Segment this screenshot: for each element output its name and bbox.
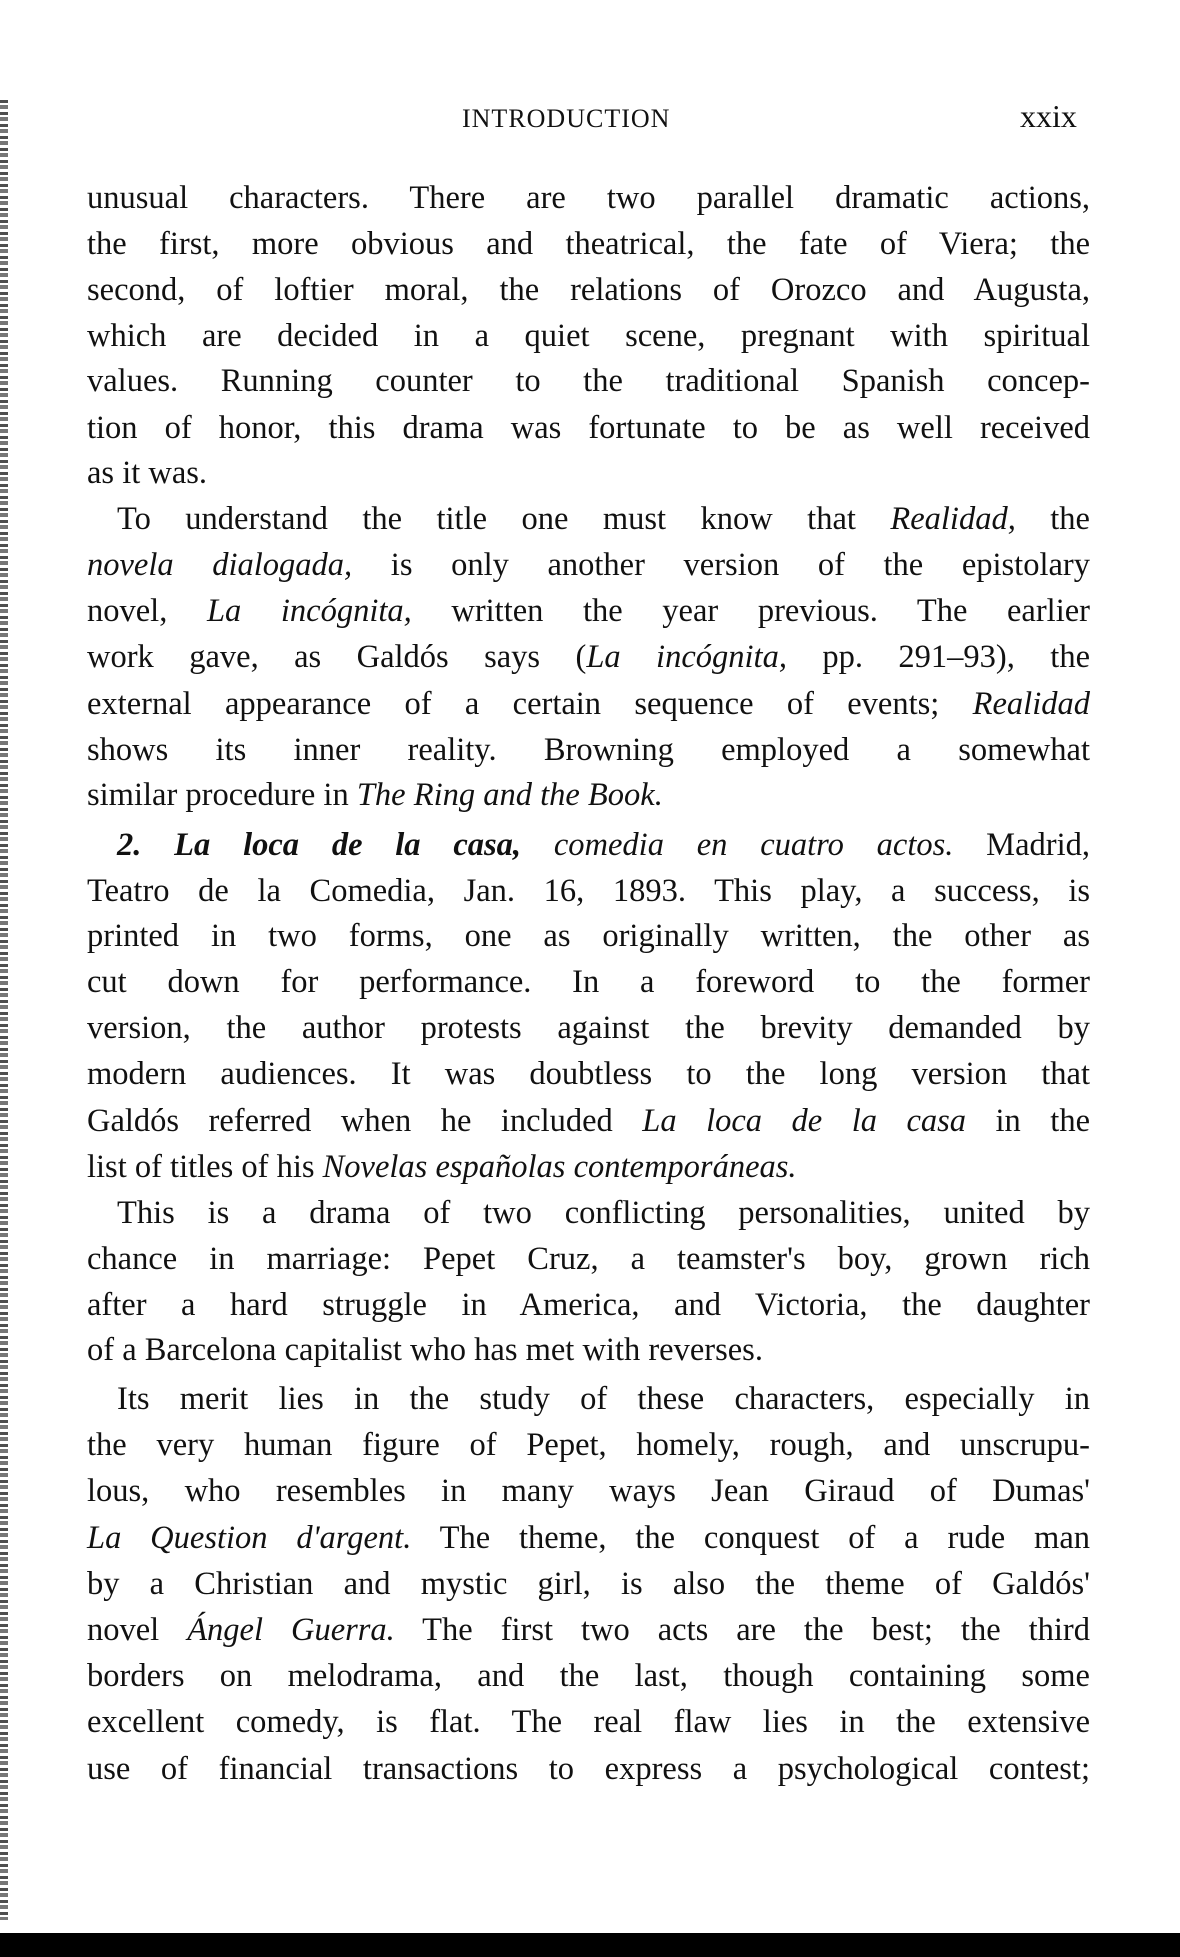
text-run: is only another version of the epistolary	[352, 547, 1090, 583]
text-run: shows its inner reality. Browning employed a somewhat	[87, 732, 1090, 768]
text-line	[87, 1425, 1090, 1465]
page-number: xxix	[1020, 98, 1077, 134]
text-run: Teatro de la Comedia, Jan. 16, 1893. This play, a success, is	[87, 873, 1090, 909]
text-run: chance in marriage: Pepet Cruz, a teamster's boy, grown rich	[87, 1241, 1090, 1277]
running-head: INTRODUCTION	[462, 104, 671, 133]
text-line	[117, 1379, 1090, 1419]
text-run: by a Christian and mystic girl, is also the theme of Galdós'	[87, 1566, 1090, 1602]
text-line	[87, 316, 1090, 356]
text-run: use of financial transactions to express a psychological contest;	[87, 1751, 1090, 1787]
text-line	[87, 637, 1090, 677]
emphasized-text: The Ring and the Book.	[356, 777, 663, 813]
text-run: which are decided in a quiet scene, pregnant with spiritual	[87, 318, 1090, 354]
text-run: Its merit lies in the study of these characters, especially in	[117, 1381, 1090, 1417]
text-run: written the year previous. The earlier	[411, 593, 1090, 629]
text-line	[87, 224, 1090, 264]
text-run: similar procedure in	[87, 777, 357, 813]
emphasized-text: Realidad,	[890, 501, 1016, 537]
text-run: Madrid,	[953, 827, 1090, 863]
text-line	[87, 1008, 1090, 1048]
text-line	[87, 178, 1090, 218]
text-line	[87, 1471, 1090, 1511]
text-run: cut down for performance. In a foreword to the former	[87, 964, 1090, 1000]
text-run: unusual characters. There are two parallel dramatic actions,	[87, 180, 1090, 216]
text-line	[87, 1749, 1090, 1789]
emphasized-text: novela dialogada,	[87, 547, 353, 583]
text-line	[87, 591, 1090, 631]
text-run: printed in two forms, one as originally written, the other as	[87, 918, 1090, 954]
text-run: To understand the title one must know that	[117, 501, 891, 537]
text-run: work gave, as Galdós says (	[87, 639, 587, 675]
text-line	[87, 1518, 1090, 1558]
text-run: novel	[87, 1612, 188, 1648]
text-line	[87, 775, 1090, 815]
text-line	[87, 684, 1090, 724]
text-run: This is a drama of two conflicting personalities, united by	[117, 1195, 1090, 1231]
text-run: as it was.	[87, 455, 208, 491]
text-run: lous, who resembles in many ways Jean Giraud of Dumas'	[87, 1473, 1090, 1509]
emphasized-text: La loca de la casa	[642, 1103, 967, 1139]
text-line	[87, 361, 1090, 401]
text-run: second, of loftier moral, the relations of Orozco and Augusta,	[87, 272, 1090, 308]
text-line	[87, 408, 1090, 448]
text-line	[117, 1193, 1090, 1233]
emphasized-text: La incógnita,	[206, 593, 412, 629]
text-line	[87, 1564, 1090, 1604]
text-run: in the	[966, 1103, 1090, 1139]
text-line	[87, 962, 1090, 1002]
text-line	[87, 871, 1090, 911]
text-run: the	[1015, 501, 1090, 537]
emphasized-text: Ángel Guerra.	[187, 1612, 395, 1648]
emphasized-text: comedia en cuatro actos.	[553, 827, 954, 863]
emphasized-text: La incógnita,	[586, 639, 787, 675]
text-line	[87, 1656, 1090, 1696]
text-line	[87, 270, 1090, 310]
text-line	[87, 1330, 1090, 1370]
emphasized-text: Realidad	[972, 686, 1090, 722]
text-run: modern audiences. It was doubtless to the long version that	[87, 1056, 1090, 1092]
text-line	[87, 916, 1090, 956]
text-run: The theme, the conquest of a rude man	[411, 1520, 1090, 1556]
text-run: after a hard struggle in America, and Victoria, the daughter	[87, 1287, 1090, 1323]
text-run: pp. 291–93), the	[786, 639, 1090, 675]
text-line	[87, 453, 1090, 493]
text-run: borders on melodrama, and the last, though containing some	[87, 1658, 1090, 1694]
text-line	[87, 1101, 1090, 1141]
text-line	[87, 1147, 1090, 1187]
text-line	[117, 499, 1090, 539]
text-run: external appearance of a certain sequence of events;	[87, 686, 973, 722]
emphasized-text: Novelas españolas contemporáneas.	[322, 1149, 797, 1185]
text-run: list of titles of his	[87, 1149, 323, 1185]
text-run: Galdós referred when he included	[87, 1103, 643, 1139]
text-run: the first, more obvious and theatrical, the fate of Viera; the	[87, 226, 1090, 262]
binding-edge	[0, 100, 8, 1920]
text-line	[87, 1610, 1090, 1650]
text-run	[521, 827, 554, 863]
text-run: values. Running counter to the traditional Spanish concep-	[87, 363, 1090, 399]
text-line	[87, 730, 1090, 770]
emphasized-text: 2. La loca de la casa,	[117, 827, 522, 863]
text-line	[87, 1702, 1090, 1742]
emphasized-text: La Question d'argent.	[87, 1520, 412, 1556]
text-run: The first two acts are the best; the third	[394, 1612, 1090, 1648]
text-line	[117, 825, 1090, 865]
text-run: of a Barcelona capitalist who has met with reverses.	[87, 1332, 763, 1368]
text-run: the very human figure of Pepet, homely, rough, and unscrupu-	[87, 1427, 1090, 1463]
text-line	[87, 1285, 1090, 1325]
scan-border	[0, 1933, 1180, 1957]
text-line	[87, 545, 1090, 585]
text-run: tion of honor, this drama was fortunate to be as well received	[87, 410, 1090, 446]
text-run: version, the author protests against the brevity demanded by	[87, 1010, 1090, 1046]
text-line	[87, 1054, 1090, 1094]
text-line	[87, 1239, 1090, 1279]
text-run: excellent comedy, is flat. The real flaw lies in the extensive	[87, 1704, 1090, 1740]
text-run: novel,	[87, 593, 207, 629]
